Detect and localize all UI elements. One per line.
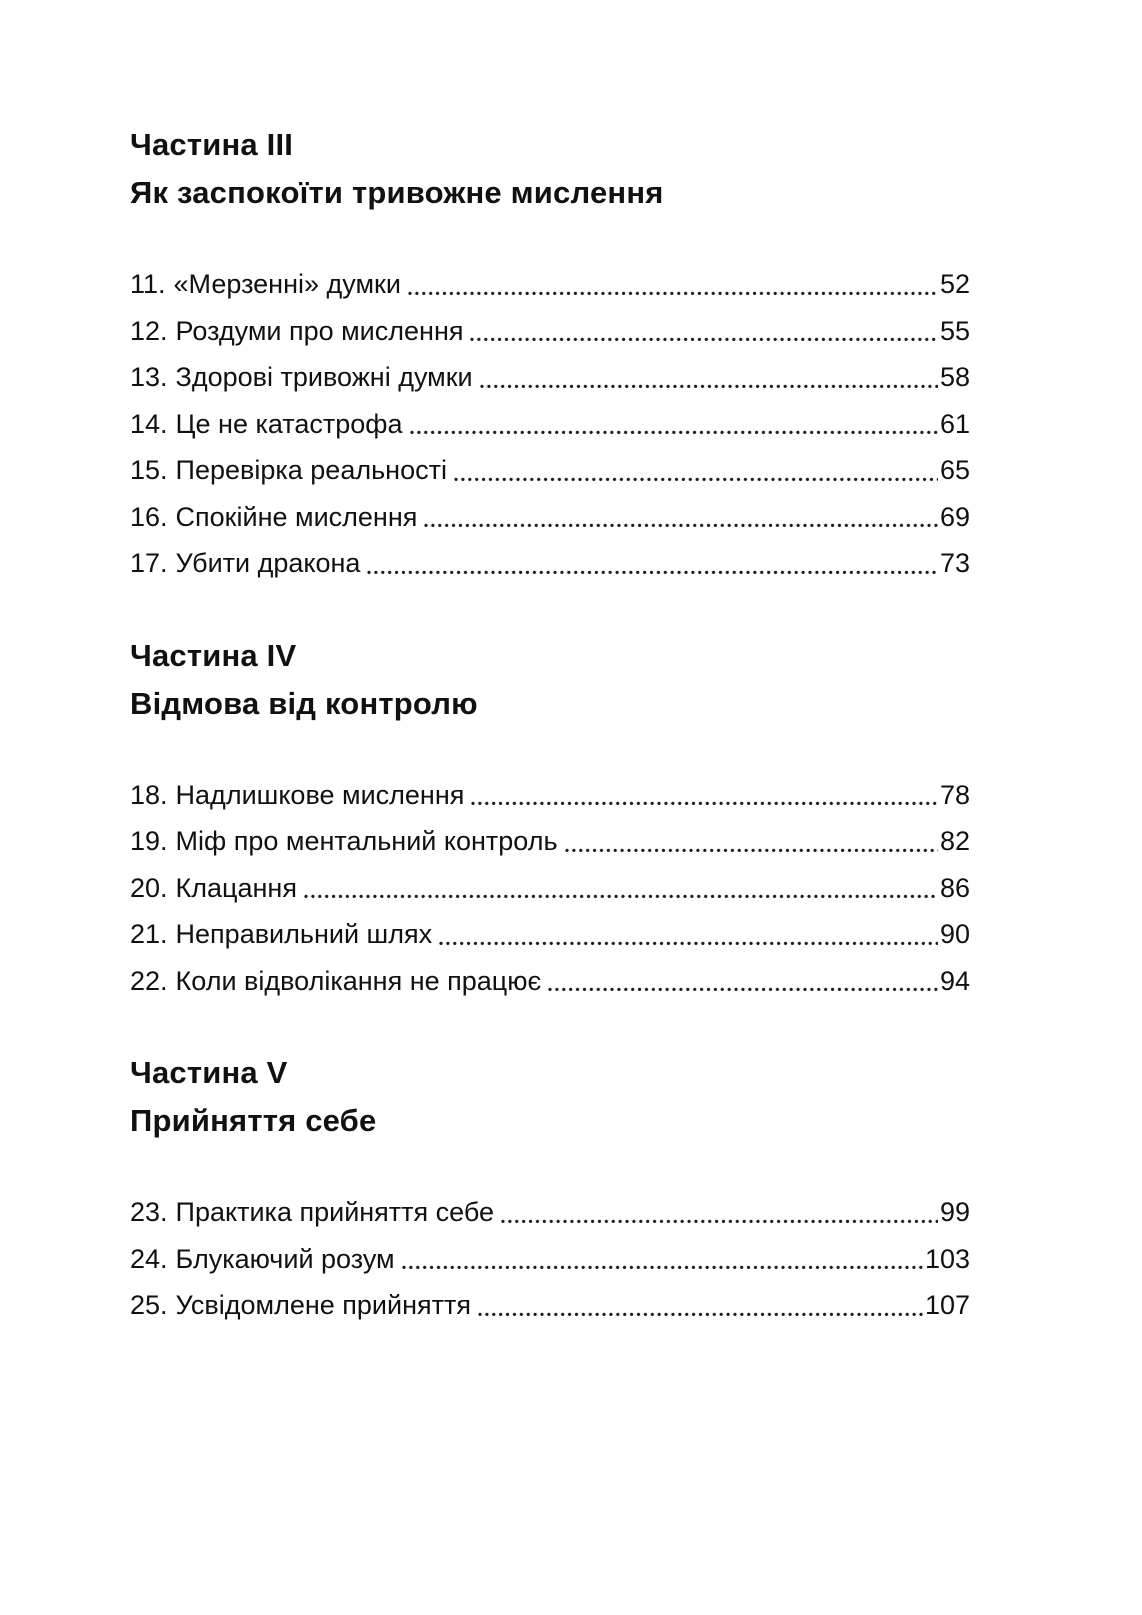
- toc-entry-page: 103: [924, 1243, 970, 1274]
- toc-entry-title: Клацання: [175, 872, 297, 903]
- dot-leader: [402, 1264, 923, 1270]
- toc-entry-number: 24.: [130, 1243, 168, 1274]
- toc-list: [130, 261, 970, 587]
- dot-leader: [471, 800, 938, 806]
- toc-entry: [130, 540, 970, 587]
- toc-entry-number: 23.: [130, 1197, 168, 1227]
- toc-entry: [130, 958, 970, 1005]
- toc-entry: [130, 261, 970, 308]
- toc-entry-title: «Мерзенні» думки: [173, 269, 401, 299]
- toc-entry: [130, 818, 970, 865]
- toc-entry: [130, 308, 970, 355]
- toc-entry-page: 73: [939, 548, 970, 578]
- toc-entry-number: 21.: [130, 919, 168, 949]
- dot-leader: [478, 1311, 923, 1317]
- toc-entry-title: Усвідомлене прийняття: [175, 1290, 471, 1320]
- dot-leader: [439, 940, 938, 946]
- toc-entry-title: Убити дракона: [175, 548, 361, 578]
- toc-entry: [130, 494, 970, 541]
- toc-entry: [130, 1236, 970, 1283]
- toc-entry-page: 86: [939, 872, 970, 903]
- dot-leader: [470, 336, 937, 342]
- toc-entry-number: 25.: [130, 1290, 168, 1320]
- part-label: Частина III: [130, 127, 294, 162]
- toc-entry-page: 107: [924, 1290, 970, 1320]
- part-label: Частина V: [130, 1055, 288, 1090]
- toc-entry-page: 52: [939, 269, 970, 299]
- dot-leader: [304, 893, 938, 899]
- toc-entry-number: 11.: [130, 269, 166, 299]
- toc-entry-page: 55: [939, 315, 970, 346]
- toc-entry: [130, 865, 970, 912]
- dot-leader: [367, 569, 938, 575]
- toc-entry: [130, 401, 970, 448]
- toc-entry: [130, 1189, 970, 1236]
- toc-entry: [130, 911, 970, 958]
- toc-entry-page: 78: [939, 779, 970, 810]
- toc-section: [130, 1049, 970, 1329]
- toc-entry-page: 69: [939, 501, 970, 532]
- toc-entry-number: 15.: [130, 455, 168, 485]
- dot-leader: [424, 522, 938, 528]
- toc-entry-title: Роздуми про мислення: [175, 315, 464, 346]
- toc-entry-title: Перевірка реальності: [175, 455, 447, 485]
- dot-leader: [548, 986, 938, 992]
- toc-entry-number: 16.: [130, 501, 168, 532]
- toc-entry-page: 61: [939, 408, 970, 439]
- toc-entry-number: 20.: [130, 872, 168, 903]
- toc-entry-title: Здорові тривожні думки: [175, 362, 473, 392]
- dot-leader: [480, 383, 938, 389]
- toc-entry-page: 94: [939, 965, 970, 996]
- toc-entry-page: 58: [939, 362, 970, 392]
- toc-entry-number: 22.: [130, 965, 168, 996]
- toc-list: [130, 1189, 970, 1329]
- toc-entry-number: 13.: [130, 362, 168, 392]
- dot-leader: [501, 1218, 938, 1224]
- toc-entry-number: 14.: [130, 408, 168, 439]
- toc-list: [130, 772, 970, 1005]
- toc-entry-page: 99: [939, 1197, 970, 1227]
- toc-entry-number: 12.: [130, 315, 168, 346]
- toc-entry-title: Практика прийняття себе: [175, 1197, 495, 1227]
- toc-entry: [130, 354, 970, 401]
- toc-entry-page: 82: [939, 826, 970, 856]
- book-page: [130, 121, 970, 1329]
- toc-entry-number: 17.: [130, 548, 168, 578]
- part-label: Частина IV: [130, 637, 297, 673]
- toc-entry: [130, 772, 970, 819]
- toc-entry-number: 19.: [130, 826, 168, 856]
- dot-leader: [454, 476, 938, 482]
- toc-entry-title: Це не катастрофа: [175, 408, 403, 439]
- toc-section: [130, 632, 970, 1005]
- dot-leader: [408, 290, 938, 296]
- toc-entry-number: 18.: [130, 779, 168, 810]
- toc-entry: [130, 1282, 970, 1329]
- toc-entry-title: Неправильний шлях: [175, 919, 433, 949]
- dot-leader: [565, 847, 938, 853]
- toc-entry-title: Міф про ментальний контроль: [175, 826, 558, 856]
- toc-entry-page: 90: [939, 919, 970, 949]
- part-title: Як заспокоїти тривожне мислення: [130, 175, 664, 210]
- toc-entry-title: Спокійне мислення: [175, 501, 418, 532]
- toc-entry-title: Надлишкове мислення: [175, 779, 465, 810]
- toc-entry-title: Коли відволікання не працює: [175, 965, 542, 996]
- part-title: Прийняття себе: [130, 1103, 377, 1138]
- dot-leader: [410, 429, 938, 435]
- part-title: Відмова від контролю: [130, 685, 478, 721]
- toc-entry-page: 65: [939, 455, 970, 485]
- toc-entry-title: Блукаючий розум: [175, 1243, 395, 1274]
- toc-section: [130, 121, 970, 587]
- toc-entry: [130, 447, 970, 494]
